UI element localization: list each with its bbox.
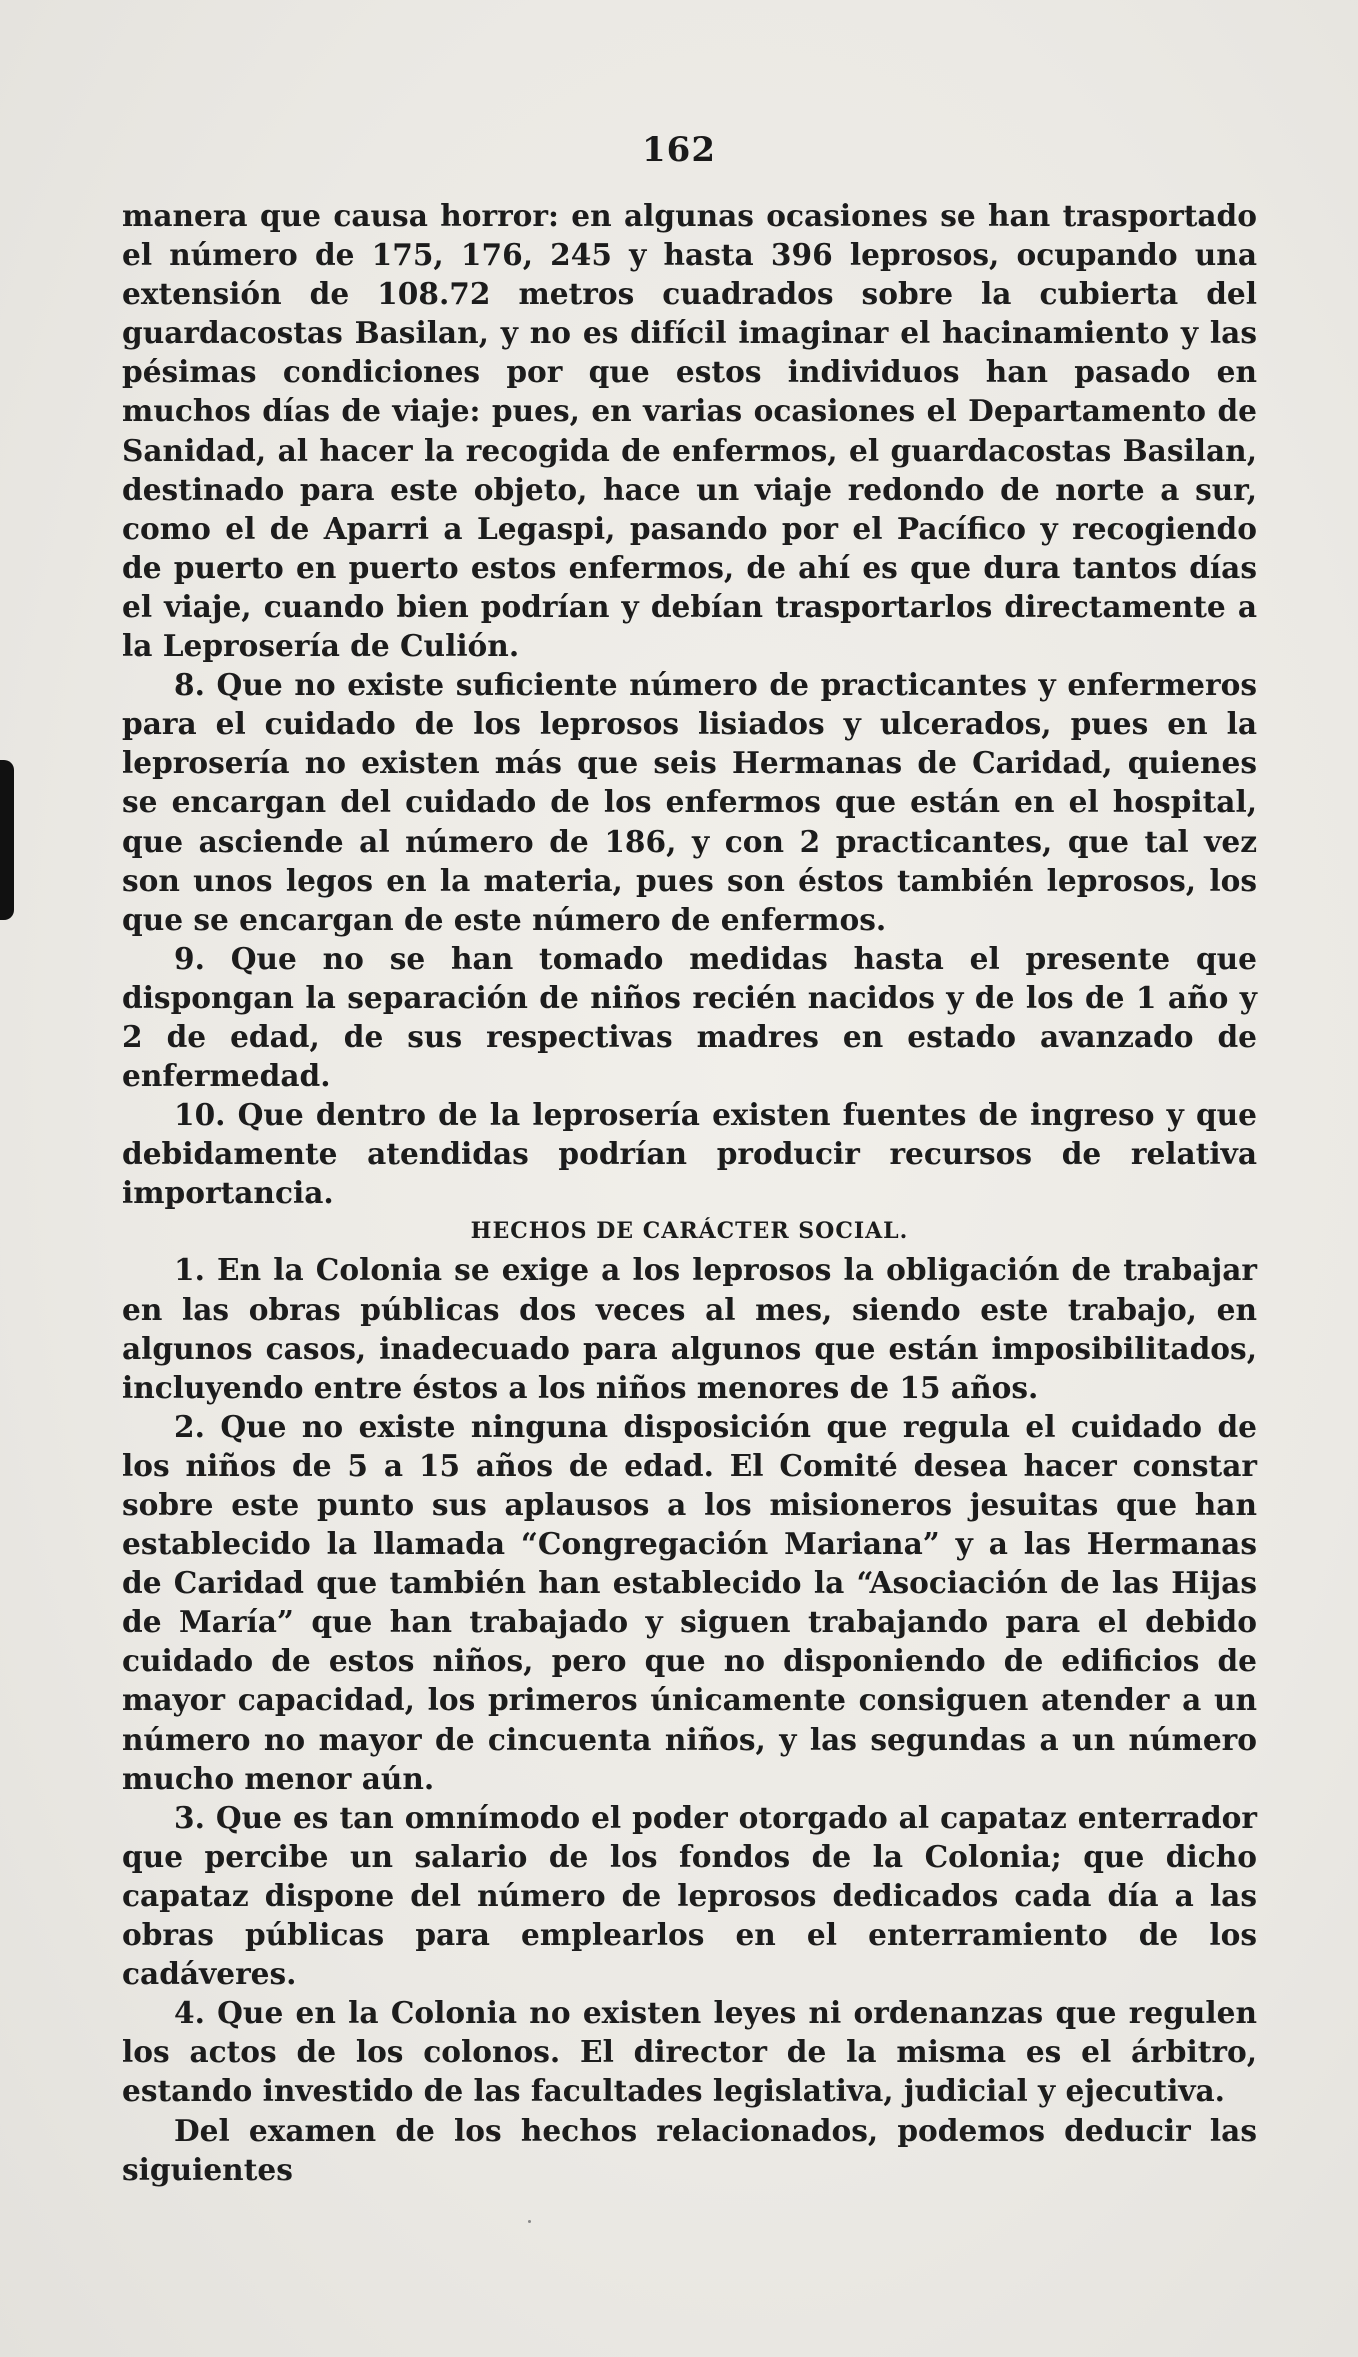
body-text: [122, 196, 1257, 2189]
paragraph-continuation: manera que causa horror: en algunas ocasiones se han trasportado el número de 175, 176, 245 y hasta 396 leprosos, ocupando una extensión de 108.72 metros cuadrados sobre la cubierta del guardacostas Basilan, y no es difícil imaginar el hacinamiento y las pésimas condiciones por que estos individuos han pasado en muchos días de viaje: pues, en varias ocasiones el Departamento de Sanidad, al hacer la recogida de enfermos, el guardacostas Basilan, destinado para este objeto, hace un viaje redondo de norte a sur, como el de Aparri a Legaspi, pasando por el Pacífico y recogiendo de puerto en puerto estos enfermos, de ahí es que dura tantos días el viaje, cuando bien podrían y debían trasportarlos directamente a la Leprosería de Culión.: [122, 198, 1257, 664]
paper-speck: [528, 2220, 531, 2223]
binding-shadow: [0, 760, 14, 920]
social-item-3: 3. Que es tan omnímodo el poder otorgado al capataz enterrador que percibe un salario de los fondos de la Colonia; que dicho capataz dispone del número de leprosos dedicados cada día a las obras públicas para emplearlos en el enterramiento de los cadáveres.: [122, 1799, 1257, 1992]
closing-paragraph: Del examen de los hechos relacionados, podemos deducir las siguientes: [122, 2112, 1257, 2187]
section-heading: HECHOS DE CARÁCTER SOCIAL.: [470, 1218, 909, 1245]
social-item-1: 1. En la Colonia se exige a los leprosos la obligación de trabajar en las obras públicas dos veces al mes, siendo este trabajo, en algunos casos, inadecuado para algunos que están imposibilitados, incluyendo entre éstos a los niños menores de 15 años.: [122, 1252, 1257, 1405]
paragraph-item-8: 8. Que no existe suficiente número de practicantes y enfermeros para el cuidado de los leprosos lisiados y ulcerados, pues en la leprosería no existen más que seis Hermanas de Caridad, quienes se encargan del cuidado de los enfermos que están en el hospital, que asciende al número de 186, y con 2 practicantes, que tal vez son unos legos en la materia, pues son éstos también leprosos, los que se encargan de este número de enfermos.: [122, 667, 1257, 937]
page-number: 162: [642, 130, 716, 170]
paragraph-item-10: 10. Que dentro de la leprosería existen fuentes de ingreso y que debidamente atendidas podrían producir recursos de relativa importancia.: [122, 1097, 1257, 1211]
social-item-2: 2. Que no existe ninguna disposición que regula el cuidado de los niños de 5 a 15 años de edad. El Comité desea hacer constar sobre este punto sus aplausos a los misioneros jesuitas que han establecido la llamada “Congregación Mariana” y a las Hermanas de Caridad que también han establecido la “Asociación de las Hijas de María” que han trabajado y siguen trabajando para el debido cuidado de estos niños, pero que no disponiendo de edificios de mayor capacidad, los primeros únicamente consiguen atender a un número no mayor de cincuenta niños, y las segundas a un número mucho menor aún.: [122, 1408, 1257, 1796]
social-item-4: 4. Que en la Colonia no existen leyes ni ordenanzas que regulen los actos de los colonos. El director de la misma es el árbitro, estando investido de las facultades legislativa, judicial y ejecutiva.: [122, 1995, 1257, 2109]
paragraph-item-9: 9. Que no se han tomado medidas hasta el presente que dispongan la separación de niños recién nacidos y de los de 1 año y 2 de edad, de sus respectivas madres en estado avanzado de enfermedad.: [122, 940, 1257, 1094]
